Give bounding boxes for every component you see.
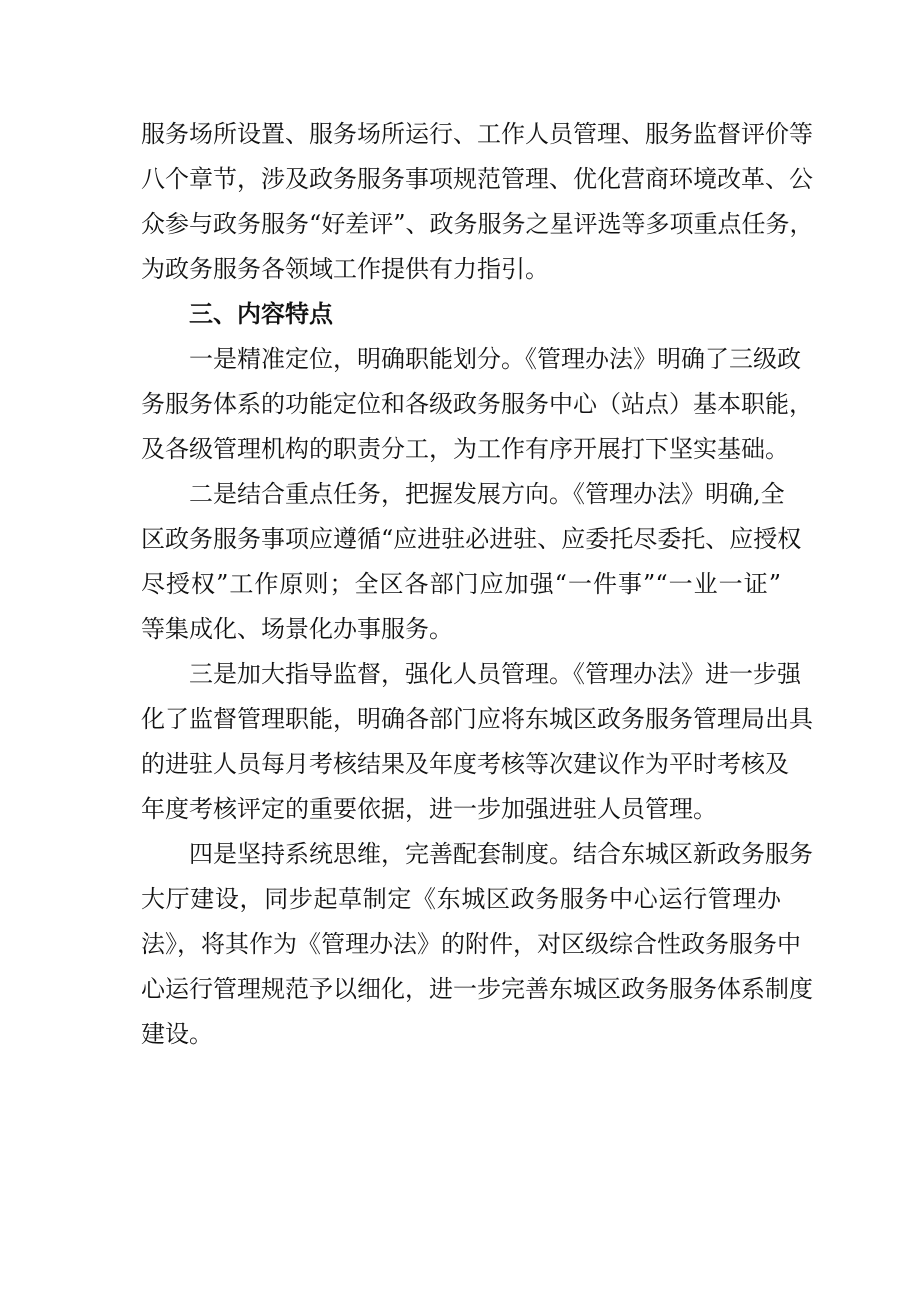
paragraph-one-line-3: 及各级管理机构的职责分工，为工作有序开展打下坚实基础。	[141, 435, 789, 463]
section-heading: 三、内容特点	[189, 300, 333, 328]
paragraph-intro-line-4: 为政务服务各领域工作提供有力指引。	[141, 255, 549, 283]
paragraph-two-line-1: 二是结合重点任务，把握发展方向。《管理办法》明确,全	[189, 480, 785, 508]
paragraph-two-line-4: 等集成化、场景化办事服务。	[141, 615, 453, 643]
paragraph-intro-line-2: 八个章节，涉及政务服务事项规范管理、优化营商环境改革、公	[141, 165, 813, 193]
paragraph-three-line-3: 的进驻人员每月考核结果及年度考核等次建议作为平时考核及	[141, 750, 789, 778]
paragraph-four-line-3: 法》，将其作为《管理办法》的附件，对区级综合性政务服务中	[141, 930, 801, 958]
paragraph-four-line-1: 四是坚持系统思维，完善配套制度。结合东城区新政务服务	[189, 840, 813, 868]
paragraph-one-line-1: 一是精准定位，明确职能划分。《管理办法》明确了三级政	[189, 345, 801, 373]
paragraph-intro-line-1: 服务场所设置、服务场所运行、工作人员管理、服务监督评价等	[141, 120, 813, 148]
paragraph-two-line-3: 尽授权”工作原则；全区各部门应加强“一件事”“一业一证”	[141, 570, 781, 598]
paragraph-two-line-2: 区政务服务事项应遵循“应进驻必进驻、应委托尽委托、应授权	[141, 525, 802, 553]
paragraph-three-line-2: 化了监督管理职能，明确各部门应将东城区政务服务管理局出具	[141, 705, 813, 733]
paragraph-four-line-5: 建设。	[141, 1020, 213, 1048]
paragraph-one-line-2: 务服务体系的功能定位和各级政务服务中心（站点）基本职能，	[141, 390, 813, 418]
paragraph-intro-line-3: 众参与政务服务“好差评”、政务服务之星评选等多项重点任务，	[141, 210, 814, 238]
paragraph-three-line-4: 年度考核评定的重要依据，进一步加强进驻人员管理。	[141, 795, 717, 823]
paragraph-four-line-4: 心运行管理规范予以细化，进一步完善东城区政务服务体系制度	[141, 975, 813, 1003]
paragraph-three-line-1: 三是加大指导监督，强化人员管理。《管理办法》进一步强	[189, 660, 801, 688]
paragraph-four-line-2: 大厅建设，同步起草制定《东城区政务服务中心运行管理办	[141, 885, 781, 913]
